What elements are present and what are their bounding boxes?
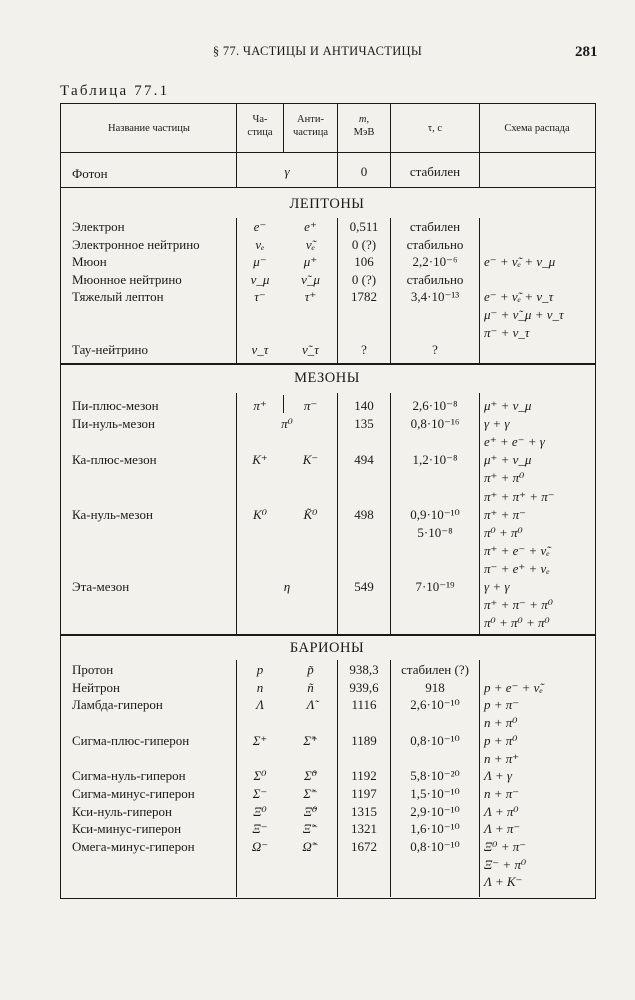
- table-label: Таблица 77.1: [60, 83, 170, 99]
- col-header-mass: [338, 113, 390, 139]
- baryons-row-6-decay: Λ + γ: [484, 768, 513, 784]
- col-header-anti-line1: Анти-: [297, 114, 324, 125]
- leptons-row-2-name: Мюон: [72, 254, 107, 270]
- baryons-row-9-m: 1321: [351, 821, 377, 837]
- baryons-row-3-decay: n + π⁰: [484, 715, 518, 731]
- mesons-row-3-m: 494: [354, 452, 374, 468]
- mesons-row-12-decay: π⁰ + π⁰ + π⁰: [484, 615, 550, 631]
- col-header-tau: τ, с: [427, 123, 443, 134]
- baryons-row-7-a: Σ̃⁻: [303, 785, 318, 801]
- mesons-row-3-decay: μ⁺ + ν_μ: [484, 452, 532, 468]
- baryons-row-8-tau: 2,9·10⁻¹⁰: [410, 803, 460, 819]
- baryons-row-4-name: Сигма-плюс-гиперон: [72, 732, 190, 748]
- leptons-row-1-m: 0 (?): [351, 236, 377, 252]
- mesons-row-0-name: Пи-плюс-мезон: [72, 398, 159, 413]
- baryons-row-2-decay: p + π⁻: [484, 697, 520, 713]
- baryons-row-4-p: Σ⁺: [252, 732, 268, 748]
- baryons-row-7-p: Σ⁻: [252, 785, 268, 801]
- baryons-row-4-tau: 0,8·10⁻¹⁰: [410, 732, 460, 748]
- baryons-row-8-decay: Λ + π⁰: [484, 803, 519, 819]
- vline-photon-4: [479, 152, 480, 187]
- mesons-row-3-tau: 1,2·10⁻⁸: [412, 452, 458, 468]
- baryons-row-0-p: p: [256, 662, 264, 677]
- baryons-row-7-tau: 1,5·10⁻¹⁰: [410, 785, 460, 801]
- baryons-row-1-a: ñ: [307, 679, 314, 695]
- mesons-row-7-decay: π⁰ + π⁰: [484, 524, 523, 540]
- baryons-row-2-p: Λ: [256, 697, 264, 713]
- col-header-antiparticle: [284, 113, 337, 139]
- col-header-particle-line2: стица: [247, 127, 273, 138]
- baryons-row-9-tau: 1,6·10⁻¹⁰: [410, 821, 460, 837]
- leptons-row-4-p: τ⁻: [254, 289, 266, 305]
- baryons-row-1-decay: p + e⁻ + ν̃ₑ: [484, 679, 543, 695]
- baryons-row-4-a: Σ̃⁺: [303, 732, 318, 748]
- baryons-row-0-m: 938,3: [349, 662, 379, 677]
- baryons-row-1-name: Нейтрон: [72, 679, 120, 695]
- photon-symbol: γ: [284, 164, 290, 179]
- baryons-row-6-tau: 5,8·10⁻²⁰: [410, 768, 460, 784]
- baryons-row-4-m: 1189: [351, 732, 377, 748]
- mesons-row-5-decay: π⁺ + π⁺ + π⁻: [484, 488, 555, 504]
- baryons-row-8-m: 1315: [351, 803, 377, 819]
- col-header-mass-line2: МэВ: [353, 127, 375, 138]
- baryons-row-9-name: Кси-минус-гиперон: [72, 821, 182, 837]
- mesons-row-6-decay: π⁺ + π⁻: [484, 506, 527, 522]
- leptons-row-2-p: μ⁻: [253, 254, 267, 270]
- leptons-row-7-tau: ?: [432, 342, 438, 358]
- baryons-row-10-name: Омега-минус-гиперон: [72, 839, 195, 854]
- baryons-row-0-tau: стабилен (?): [401, 662, 469, 677]
- leptons-row-7-m: ?: [361, 342, 367, 358]
- section-title-mesons: МЕЗОНЫ: [294, 370, 360, 386]
- mesons-row-6-name: Ка-нуль-мезон: [72, 506, 153, 522]
- leptons-row-0-name: Электрон: [72, 219, 125, 234]
- baryons-row-12-decay: Λ + K⁻: [484, 874, 523, 890]
- baryons-row-0-name: Протон: [72, 662, 114, 677]
- baryons-row-1-tau: 918: [425, 679, 445, 695]
- leptons-row-4-m: 1782: [351, 289, 377, 305]
- col-header-particle: [237, 113, 283, 139]
- leptons-row-2-a: μ⁺: [303, 254, 318, 270]
- mesons-row-11-decay: π⁺ + π⁻ + π⁰: [484, 597, 554, 613]
- leptons-row-3-tau: стабильно: [406, 271, 464, 287]
- mesons-row-10-pa: η: [283, 579, 291, 594]
- mesons-row-6-a: K̃⁰: [303, 506, 318, 522]
- vline-leptons-4: [479, 218, 480, 363]
- leptons-row-3-p: ν_μ: [250, 271, 270, 287]
- baryons-row-4-decay: p + π⁰: [484, 732, 518, 748]
- leptons-row-3-m: 0 (?): [351, 271, 377, 287]
- mesons-row-1-pa: π⁰: [281, 416, 293, 432]
- baryons-row-10-a: Ω̃⁻: [302, 839, 319, 854]
- leptons-row-1-tau: стабильно: [406, 236, 464, 252]
- photon-mass: 0: [360, 164, 368, 179]
- mesons-row-0-m: 140: [354, 398, 374, 413]
- leptons-row-0-tau: стабилен: [409, 219, 461, 234]
- mesons-row-6-tau: 0,9·10⁻¹⁰: [410, 506, 460, 522]
- mesons-row-1-m: 135: [354, 416, 374, 432]
- baryons-row-8-p: Ξ⁰: [253, 803, 267, 819]
- leptons-row-4-a: τ⁺: [304, 289, 317, 305]
- col-header-decay: Схема распада: [504, 123, 570, 134]
- leptons-row-3-name: Мюонное нейтрино: [72, 271, 182, 287]
- leptons-row-5-decay: μ⁻ + ν̃_μ + ν_τ: [484, 307, 564, 322]
- baryons-row-10-p: Ω⁻: [251, 839, 269, 854]
- photon-rule: [60, 187, 596, 188]
- vline-baryons-4: [479, 660, 480, 897]
- baryons-row-7-decay: n + π⁻: [484, 785, 520, 801]
- leptons-row-1-p: νₑ: [255, 236, 265, 252]
- baryons-row-2-name: Ламбда-гиперон: [72, 697, 163, 713]
- baryons-row-9-decay: Λ + π⁻: [484, 821, 521, 837]
- baryons-row-0-a: p̃: [307, 662, 314, 677]
- col-header-name: Название частицы: [108, 123, 190, 134]
- vline-mesons-4: [479, 393, 480, 634]
- mesons-row-0-a: π⁻: [303, 398, 318, 413]
- mesons-row-3-p: K⁺: [252, 452, 268, 468]
- col-header-mass-line1: m,: [358, 114, 370, 125]
- mesons-rule: [60, 634, 596, 636]
- section-title-baryons: БАРИОНЫ: [289, 640, 365, 656]
- mesons-row-9-decay: π⁻ + e⁺ + νₑ: [484, 560, 550, 576]
- baryons-row-2-m: 1116: [351, 697, 377, 713]
- baryons-row-1-p: n: [256, 679, 264, 695]
- baryons-row-1-m: 939,6: [349, 679, 379, 695]
- leptons-row-2-decay: e⁻ + ν̃ₑ + ν_μ: [484, 254, 556, 270]
- baryons-row-5-decay: n + π⁺: [484, 750, 520, 766]
- baryons-row-8-name: Кси-нуль-гиперон: [72, 803, 173, 819]
- baryons-row-7-name: Сигма-минус-гиперон: [72, 785, 195, 801]
- baryons-row-6-a: Σ̃⁰: [304, 768, 317, 784]
- baryons-row-10-decay: Ξ⁰ + π⁻: [484, 839, 527, 854]
- leptons-row-7-name: Тау-нейтрино: [72, 342, 148, 358]
- mesons-row-2-decay: e⁺ + e⁻ + γ: [484, 434, 545, 450]
- mesons-row-3-name: Ка-плюс-мезон: [72, 452, 157, 468]
- mesons-row-1-decay: γ + γ: [484, 416, 510, 432]
- baryons-row-2-tau: 2,6·10⁻¹⁰: [410, 697, 460, 713]
- baryons-row-6-p: Σ⁰: [253, 768, 267, 784]
- leptons-row-6-decay: π⁻ + ν_τ: [484, 324, 530, 340]
- baryons-row-9-p: Ξ⁻: [252, 821, 268, 837]
- leptons-row-7-p: ν_τ: [251, 342, 269, 358]
- mesons-row-0-decay: μ⁺ + ν_μ: [484, 398, 532, 413]
- leptons-rule: [60, 363, 596, 365]
- mesons-row-0-p: π⁺: [253, 398, 267, 413]
- mesons-row-7-tau: 5·10⁻⁸: [417, 524, 453, 540]
- baryons-row-7-m: 1197: [351, 785, 377, 801]
- mesons-row-8-decay: π⁺ + e⁻ + ν̃ₑ: [484, 542, 550, 558]
- photon-tau: стабилен: [409, 164, 461, 179]
- mesons-row-10-m: 549: [354, 579, 374, 594]
- mesons-row-6-p: K⁰: [253, 506, 267, 522]
- mesons-row-10-name: Эта-мезон: [72, 579, 130, 594]
- page-number: 281: [575, 44, 598, 60]
- leptons-row-0-a: e⁺: [304, 219, 317, 234]
- mesons-row-0-tau: 2,6·10⁻⁸: [412, 398, 458, 413]
- leptons-row-2-m: 106: [354, 254, 374, 270]
- leptons-row-1-a: ν̃ₑ: [305, 236, 316, 252]
- mesons-row-1-tau: 0,8·10⁻¹⁶: [410, 416, 460, 432]
- mesons-row-6-m: 498: [354, 506, 374, 522]
- baryons-row-11-decay: Ξ⁻ + π⁰: [484, 856, 527, 872]
- mesons-row-4-decay: π⁺ + π⁰: [484, 470, 525, 486]
- section-title-leptons: ЛЕПТОНЫ: [289, 196, 365, 212]
- mesons-row-10-decay: γ + γ: [484, 579, 510, 594]
- baryons-row-2-a: Λ̃: [306, 697, 315, 713]
- leptons-row-0-m: 0,511: [349, 219, 379, 234]
- leptons-row-4-tau: 3,4·10⁻¹³: [410, 289, 460, 305]
- leptons-row-0-p: e⁻: [253, 219, 267, 234]
- mesons-row-1-name: Пи-нуль-мезон: [72, 416, 155, 432]
- leptons-row-1-name: Электронное нейтрино: [72, 236, 200, 252]
- photon-name: Фотон: [72, 166, 108, 181]
- baryons-row-6-m: 1192: [351, 768, 377, 784]
- col-header-particle-line1: Ча-: [252, 114, 268, 125]
- baryons-row-9-a: Ξ̃⁻: [302, 821, 319, 837]
- baryons-row-8-a: Ξ̃⁰: [303, 803, 318, 819]
- header-rule: [60, 152, 596, 153]
- mesons-row-3-a: K⁻: [302, 452, 319, 468]
- leptons-row-4-name: Тяжелый лептон: [72, 289, 164, 305]
- running-header-title: § 77. ЧАСТИЦЫ И АНТИЧАСТИЦЫ: [212, 44, 423, 58]
- leptons-row-3-a: ν̃_μ: [301, 271, 320, 287]
- leptons-row-4-decay: e⁻ + ν̃ₑ + ν_τ: [484, 289, 554, 305]
- baryons-row-10-tau: 0,8·10⁻¹⁰: [410, 839, 460, 854]
- leptons-row-7-a: ν̃_τ: [302, 342, 319, 358]
- col-header-anti-line2: частица: [292, 127, 329, 138]
- baryons-row-10-m: 1672: [351, 839, 377, 854]
- leptons-row-2-tau: 2,2·10⁻⁶: [412, 254, 458, 270]
- mesons-row-10-tau: 7·10⁻¹⁹: [415, 579, 455, 594]
- baryons-row-6-name: Сигма-нуль-гиперон: [72, 768, 186, 784]
